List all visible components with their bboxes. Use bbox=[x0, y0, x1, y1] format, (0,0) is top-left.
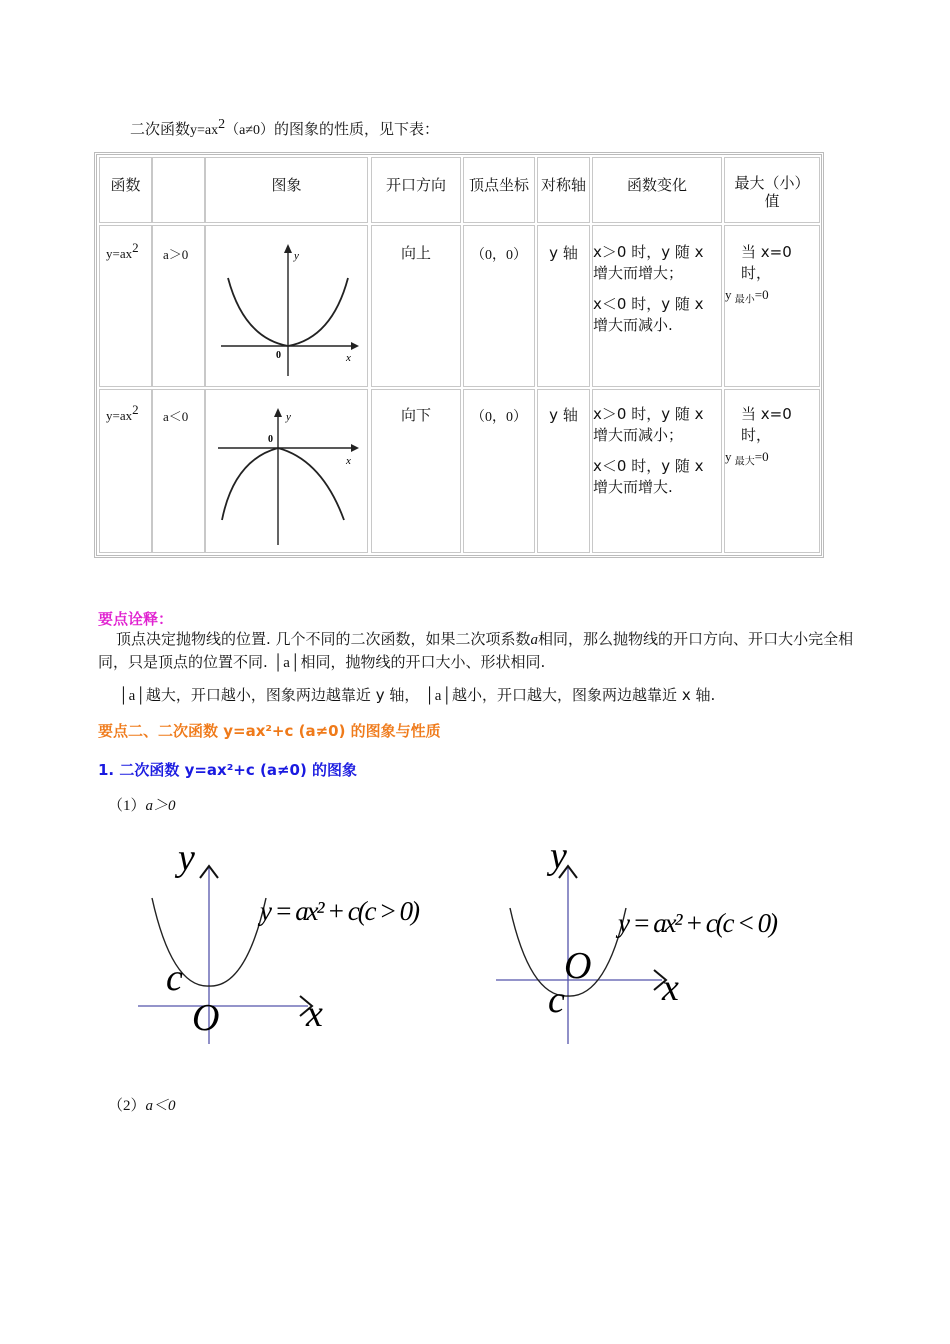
case2-label: （2）a＜0 bbox=[108, 1098, 176, 1114]
row2-cond: a＜0 bbox=[152, 389, 205, 553]
row1-vertex: （0，0） bbox=[463, 225, 535, 387]
section2-title: 要点二、二次函数 y=ax²+c (a≠0) 的图象与性质 bbox=[98, 722, 441, 740]
y-label: y bbox=[286, 411, 291, 423]
key-point-line3: │a│越大，开口越小，图象两边越靠近 y 轴， │a│越小，开口越大，图象两边越靠近 x 轴. bbox=[118, 686, 716, 704]
row2-extreme: 当 x=0 时， y $_{最大}$=0 bbox=[724, 389, 820, 553]
header-change: 函数变化 bbox=[592, 157, 722, 223]
x-arrow-icon bbox=[351, 342, 359, 350]
parabola-curve bbox=[222, 448, 344, 520]
header-func: 函数 bbox=[99, 157, 152, 223]
x-label: x bbox=[346, 352, 351, 364]
header-axis: 对称轴 bbox=[537, 157, 590, 223]
equation: y = ax² + c(c > 0) bbox=[260, 896, 420, 926]
origin-label: 0 bbox=[268, 434, 273, 445]
properties-table bbox=[94, 152, 824, 558]
row2-change-2: x＜0 时，y 随 x 增大而增大. bbox=[593, 457, 704, 496]
intro-prefix: 二次函数 bbox=[130, 120, 191, 138]
y-label: y bbox=[550, 838, 567, 877]
key-point-title: 要点诠释： bbox=[98, 610, 174, 628]
x-label: x bbox=[662, 967, 679, 1009]
upward-parabola-graph bbox=[206, 226, 367, 386]
downward-parabola-graph bbox=[206, 390, 367, 552]
x-label: x bbox=[306, 993, 323, 1035]
origin-label: O bbox=[192, 997, 220, 1039]
row2-graph bbox=[205, 389, 368, 553]
x-label: x bbox=[346, 455, 351, 467]
y-arrow-icon bbox=[274, 408, 282, 417]
row1-change-2: x＜0 时，y 随 x 增大而减小. bbox=[593, 295, 704, 334]
header-extreme: 最大（小）值 bbox=[724, 157, 820, 223]
figure-c-positive bbox=[130, 838, 430, 1048]
y-label: y bbox=[178, 838, 195, 879]
row2-vertex: （0，0） bbox=[463, 389, 535, 553]
equation: y = ax² + c(c < 0) bbox=[618, 908, 778, 938]
y-arrow-icon bbox=[284, 244, 292, 253]
origin-label: 0 bbox=[276, 350, 281, 361]
row1-graph bbox=[205, 225, 368, 387]
intro-paren: （a≠0） bbox=[225, 123, 275, 138]
intro-exp: 2 bbox=[218, 117, 226, 132]
c-label: c bbox=[166, 957, 183, 999]
row1-func: $y=ax^2$ bbox=[99, 225, 152, 387]
x-arrow-icon bbox=[351, 444, 359, 452]
header-vertex: 顶点坐标 bbox=[463, 157, 535, 223]
case1-label: （1）a＞0 bbox=[108, 798, 176, 814]
y-label: y bbox=[294, 250, 299, 262]
key-point-paragraph: 顶点决定抛物线的位置. 几个不同的二次函数，如果二次项系数a相同，那么抛物线的开口方向、开口大小完全相同，只是顶点的位置不同. │a│相同，抛物线的开口大小、形状相同. bbox=[98, 630, 854, 671]
row1-change bbox=[592, 225, 722, 387]
row1-direction: 向上 bbox=[371, 225, 461, 387]
row2-func: $y=ax^2$ bbox=[99, 389, 152, 553]
row1-cond: a＞0 bbox=[152, 225, 205, 387]
origin-label: O bbox=[564, 945, 592, 987]
header-direction: 开口方向 bbox=[371, 157, 461, 223]
row1-axis: y 轴 bbox=[537, 225, 590, 387]
row2-axis: y 轴 bbox=[537, 389, 590, 553]
section2-sub1: 1. 二次函数 y=ax²+c (a≠0) 的图象 bbox=[98, 761, 358, 779]
figure-c-negative bbox=[490, 838, 790, 1048]
intro-suffix: 的图象的性质，见下表： bbox=[274, 120, 440, 138]
intro-line bbox=[130, 118, 439, 139]
header-graph: 图象 bbox=[205, 157, 368, 223]
row2-change bbox=[592, 389, 722, 553]
row1-change-1: x＞0 时，y 随 x 增大而增大； bbox=[593, 243, 704, 282]
header-blank bbox=[152, 157, 205, 223]
row2-change-1: x＞0 时，y 随 x 增大而减小； bbox=[593, 405, 704, 444]
intro-formula: y=ax bbox=[190, 123, 219, 138]
c-label: c bbox=[548, 979, 565, 1021]
row2-direction: 向下 bbox=[371, 389, 461, 553]
row1-extreme: 当 x=0 时， y $_{最小}$=0 bbox=[724, 225, 820, 387]
